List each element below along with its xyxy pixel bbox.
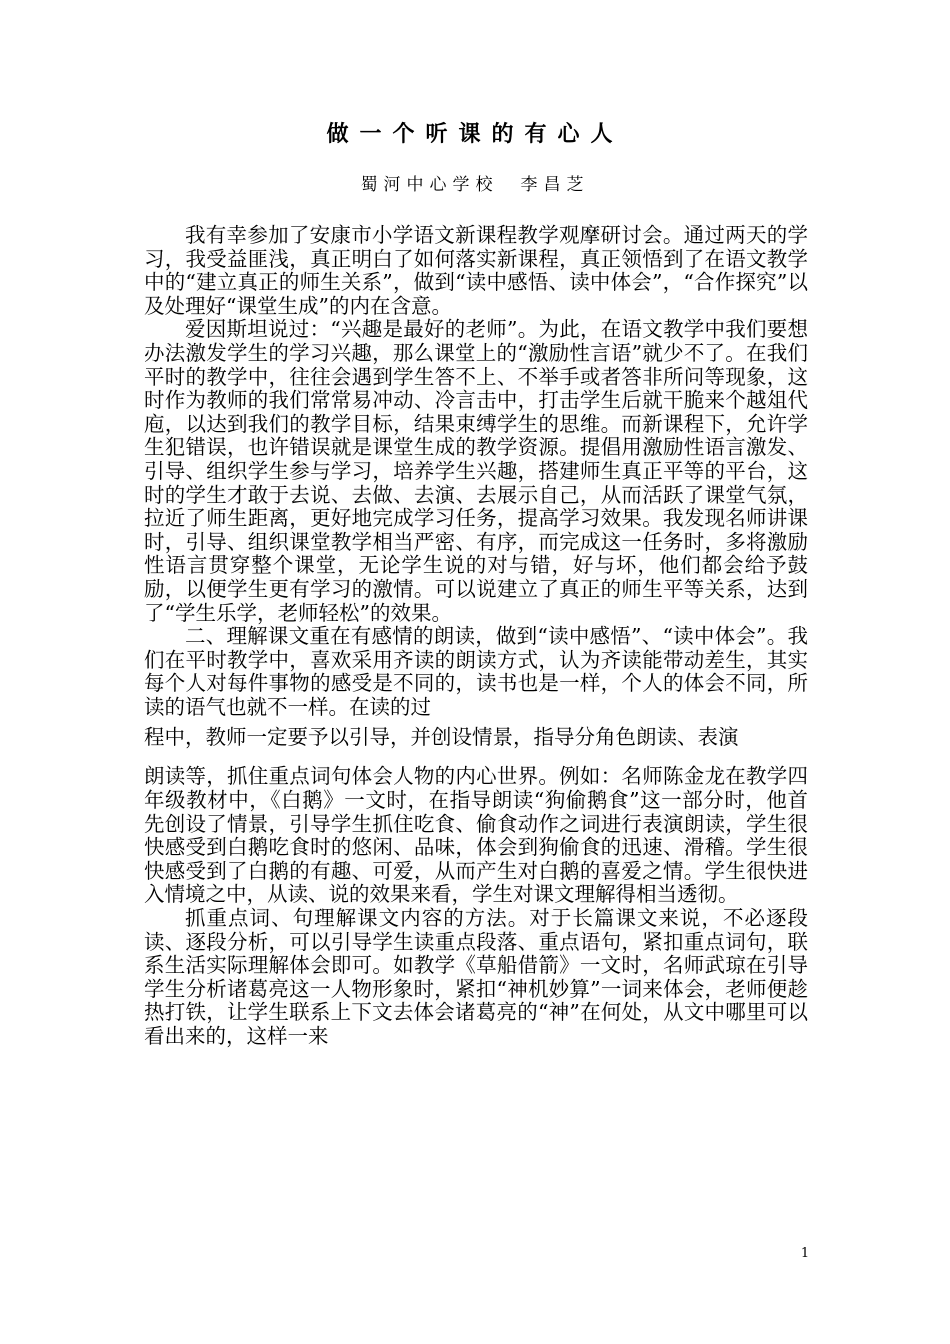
page-number: 1 xyxy=(800,1246,810,1261)
author-school: 蜀河中心学校 xyxy=(360,175,499,195)
document-body xyxy=(144,224,808,1049)
paragraph-example-baie: 朗读等，抓住重点词句体会人物的内心世界。例如：名师陈金龙在教学四年级教材中，《白鹅》一文时，在指导朗读“狗偷鹅食”这一部分时，他首先创设了情景，引导学生抓住吃食、偷食动作之词进行表演朗读，学生很快感受到白鹅吃食时的悠闲、品味，体会到狗偷食的迅速、滑稽。学生很快感受到了白鹅的有趣、可爱，从而产生对白鹅的喜爱之情。学生很快进入情境之中，从读、说的效果来看，学生对课文理解得相当透彻。 xyxy=(144,764,808,907)
author-line xyxy=(0,172,950,198)
paragraph-motivation: 爱因斯坦说过：“兴趣是最好的老师”。为此，在语文教学中我们要想办法激发学生的学习兴趣，那么课堂上的“激励性言语”就少不了。在我们平时的教学中，往往会遇到学生答不上、不举手或者答非所问等现象，这时作为教师的我们常常易冲动、冷言击中，打击学生后就干脆来个越俎代庖，以达到我们的教学目标，结果束缚学生的思维。而新课程下，允许学生犯错误，也许错误就是课堂生成的教学资源。提倡用激励性语言激发、引导、组织学生参与学习，培养学生兴趣，搭建师生真正平等的平台，这时的学生才敢于去说、去做、去演、去展示自己，从而活跃了课堂气氛，拉近了师生距离，更好地完成学习任务，提高学习效果。我发现名师讲课时，引导、组织课堂教学相当严密、有序，而完成这一任务时，多将激励性语言贯穿整个课堂，无论学生说的对与错，好与坏，他们都会给予鼓励，以便学生更有学习的激情。可以说建立了真正的师生平等关系，达到了“学生乐学，老师轻松”的效果。 xyxy=(144,317,808,625)
paragraph-intro: 我有幸参加了安康市小学语文新课程教学观摩研讨会。通过两天的学习，我受益匪浅，真正明白了如何落实新课程，真正领悟到了在语文教学中的“建立真正的师生关系”，做到“读中感悟、读中体会”，“合作探究”以及处理好“课堂生成”的内在含意。 xyxy=(144,223,808,318)
paragraph-key-words: 抓重点词、句理解课文内容的方法。对于长篇课文来说，不必逐段读、逐段分析，可以引导学生读重点段落、重点语句，紧扣重点词句，联系生活实际理解体会即可。如教学《草船借箭》一文时，名师武琼在引导学生分析诸葛亮这一人物形象时，紧扣“神机妙算”一词来体会，老师便趁热打铁，让学生联系上下文去体会诸葛亮的“神”在何处，从文中哪里可以看出来的，这样一来 xyxy=(144,906,808,1048)
paragraph-reading-aloud: 二、理解课文重在有感情的朗读，做到“读中感悟”、“读中体会”。我们在平时教学中，喜欢采用齐读的朗读方式，认为齐读能带动差生，其实每个人对每件事物的感受是不同的，读书也是一样，个人的体会不同，所读的语气也就不一样。在读的过 xyxy=(144,624,808,719)
author-name: 李昌芝 xyxy=(520,175,590,195)
paragraph-continuation-line: 程中，教师一定要予以引导，并创设情景，指导分角色朗读、表演 xyxy=(144,725,739,750)
page-title: 做一个听课的有心人 xyxy=(326,122,624,147)
